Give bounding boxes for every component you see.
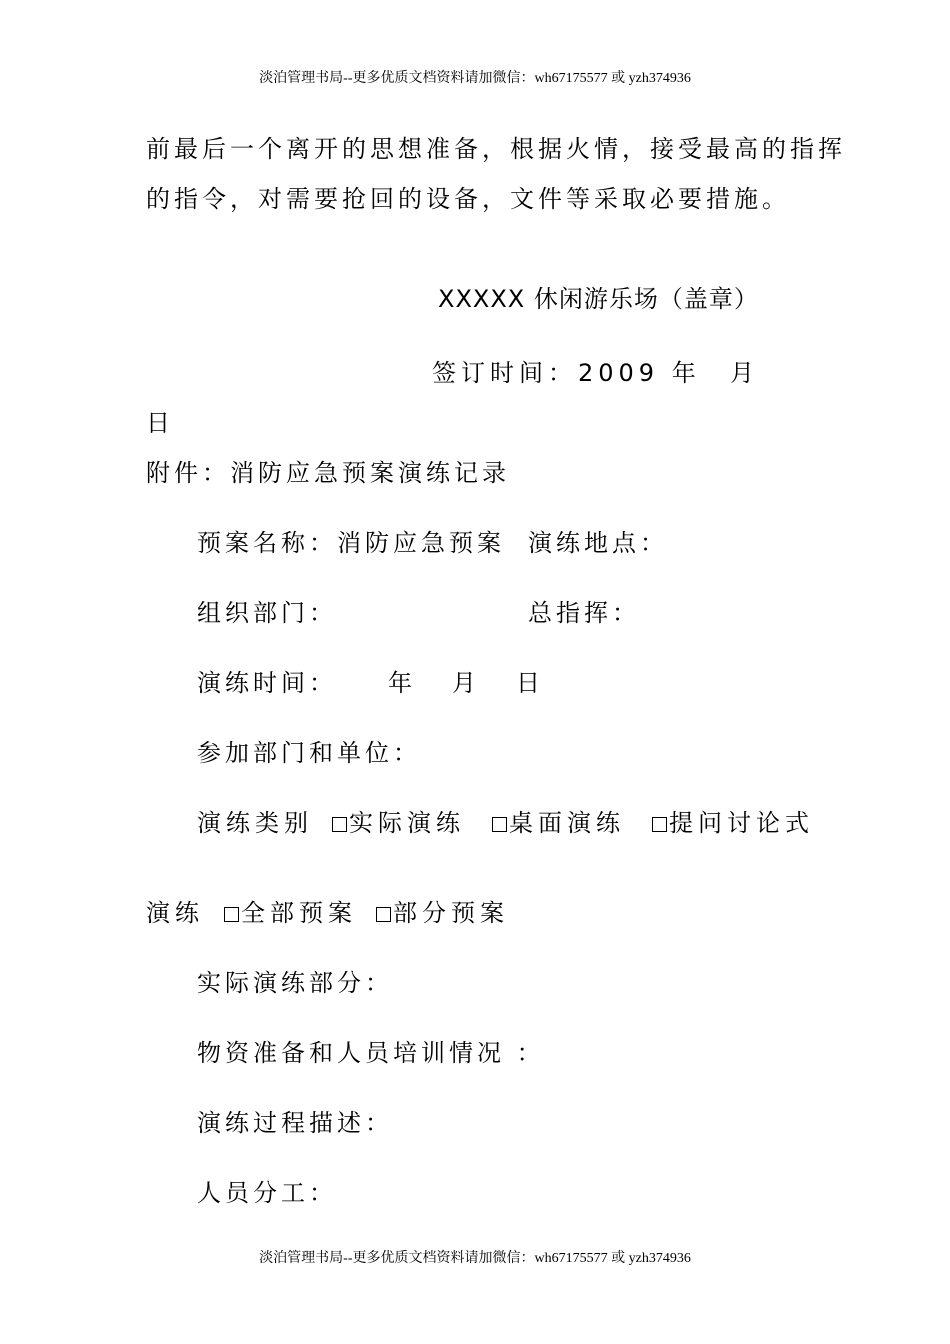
page-footer: 淡泊管理书局--更多优质文档资料请加微信：wh67175577 或 yzh374936	[259, 1251, 691, 1266]
checkbox-icon[interactable]	[332, 817, 347, 832]
option-label: 实际演练	[349, 809, 465, 837]
plan-name-field: 预案名称：消防应急预案	[197, 529, 505, 557]
page-header: 淡泊管理书局--更多优质文档资料请加微信：wh67175577 或 yzh374936	[259, 71, 691, 86]
paragraph-line-1: 前最后一个离开的思想准备，根据火情，接受最高的指挥	[146, 135, 846, 163]
materials-field: 物资准备和人员培训情况 ：	[197, 1039, 545, 1067]
attachment-title: 附件：消防应急预案演练记录	[146, 459, 510, 487]
category-option-tabletop[interactable]	[492, 808, 625, 838]
option-label: 桌面演练	[509, 809, 625, 837]
commander-field: 总指挥：	[528, 599, 640, 627]
checkbox-icon[interactable]	[652, 817, 667, 832]
division-field: 人员分工：	[197, 1179, 337, 1207]
category-option-actual[interactable]	[332, 808, 465, 838]
actual-drill-section: 实际演练部分：	[197, 969, 393, 997]
process-field: 演练过程描述：	[197, 1109, 393, 1137]
paragraph-line-2: 的指令，对需要抢回的设备，文件等采取必要措施。	[146, 185, 790, 213]
drill-time-month: 月	[452, 669, 476, 697]
participants-field: 参加部门和单位：	[197, 739, 421, 767]
option-label: 全部预案	[241, 899, 357, 927]
checkbox-icon[interactable]	[376, 907, 391, 922]
option-label: 部分预案	[393, 899, 509, 927]
sign-date-label: 签订时间：	[432, 359, 577, 387]
category-label: 演练类别	[197, 809, 313, 837]
scope-option-partial[interactable]	[376, 898, 509, 928]
category-continuation: 演练	[146, 899, 204, 927]
scope-option-full[interactable]	[224, 898, 357, 928]
location-field: 演练地点：	[528, 529, 668, 557]
drill-time-year: 年	[388, 669, 412, 697]
org-dept-field: 组织部门：	[197, 599, 337, 627]
option-label: 提问讨论式	[669, 809, 814, 837]
seal-line: XXXXX 休闲游乐场（盖章）	[438, 285, 759, 313]
checkbox-icon[interactable]	[492, 817, 507, 832]
sign-date-year: 2009 年	[578, 359, 701, 387]
sign-date-month: 月	[730, 359, 754, 387]
category-option-discussion[interactable]	[652, 808, 814, 838]
sign-date-day: 日	[146, 409, 170, 437]
checkbox-icon[interactable]	[224, 907, 239, 922]
drill-time-day: 日	[516, 669, 540, 697]
drill-time-label: 演练时间：	[197, 669, 337, 697]
